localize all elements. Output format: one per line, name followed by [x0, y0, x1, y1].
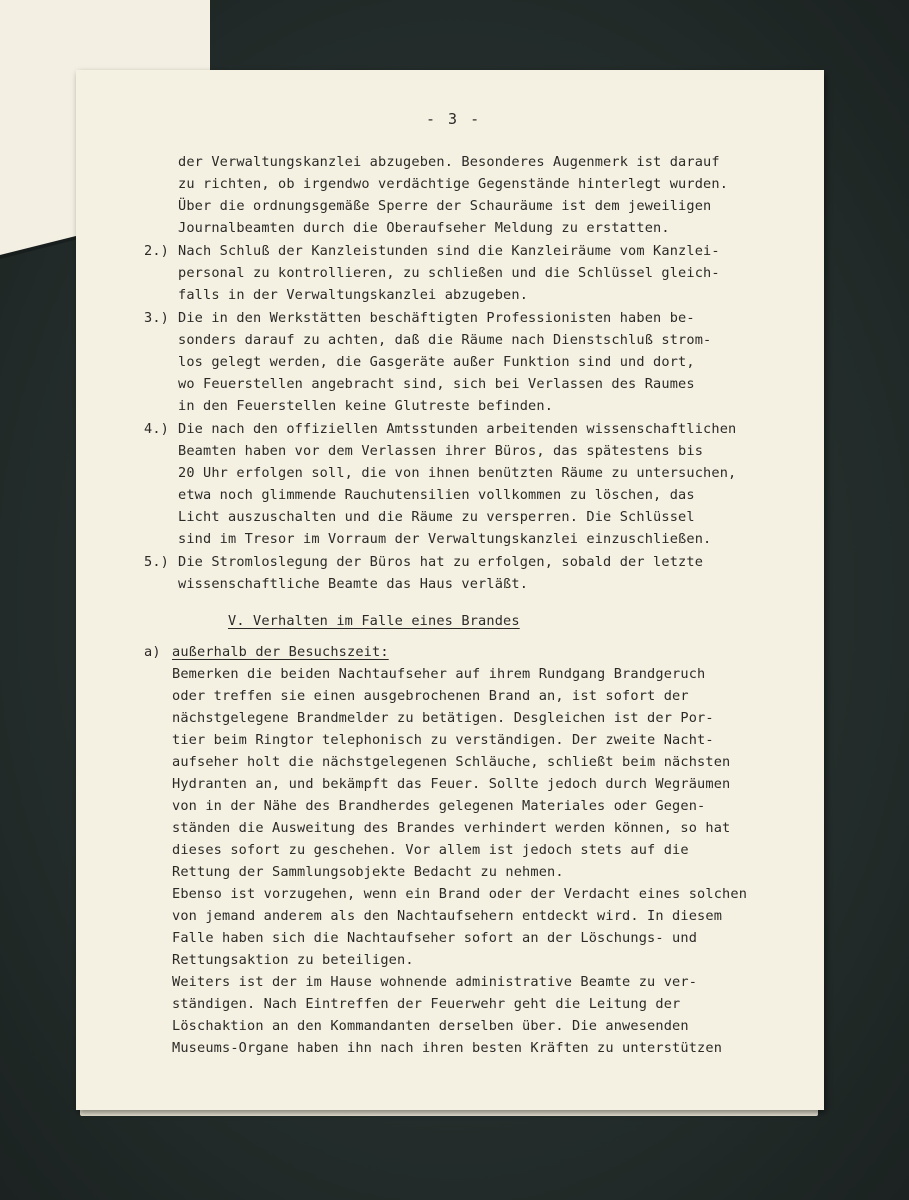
text-line: tier beim Ringtor telephonisch zu verständigen. Der zweite Nacht- — [172, 732, 714, 748]
text-line: dieses sofort zu geschehen. Vor allem ist jedoch stets auf die — [172, 842, 689, 858]
page-number: - 3 - — [426, 110, 482, 128]
text-line: Ebenso ist vorzugehen, wenn ein Brand oder der Verdacht eines solchen — [172, 886, 748, 902]
text-line: aufseher holt die nächstgelegenen Schläuche, schließt beim nächsten — [172, 754, 731, 770]
text-line: sind im Tresor im Vorraum der Verwaltungskanzlei einzuschließen. — [178, 531, 712, 547]
text-line: Rettung der Sammlungsobjekte Bedacht zu nehmen. — [172, 864, 564, 880]
subsection-marker: a) — [144, 644, 161, 660]
text-line: ständigen. Nach Eintreffen der Feuerwehr geht die Leitung der — [172, 996, 681, 1012]
text-line: sonders darauf zu achten, daß die Räume nach Dienstschluß strom- — [178, 332, 712, 348]
text-line: Journalbeamten durch die Oberaufseher Meldung zu erstatten. — [178, 220, 670, 236]
text-line: von jemand anderem als den Nachtaufsehern entdeckt wird. In diesem — [172, 908, 723, 924]
text-line: Nach Schluß der Kanzleistunden sind die Kanzleiräume vom Kanzlei- — [178, 243, 720, 259]
text-line: wissenschaftliche Beamte das Haus verläßt. — [178, 576, 529, 592]
text-line: Bemerken die beiden Nachtaufseher auf ihrem Rundgang Brandgeruch — [172, 666, 706, 682]
text-line: 20 Uhr erfolgen soll, die von ihnen benützten Räume zu untersuchen, — [178, 465, 737, 481]
text-line: nächstgelegene Brandmelder zu betätigen. Desgleichen ist der Por- — [172, 710, 714, 726]
section-heading: V. Verhalten im Falle eines Brandes — [228, 613, 520, 629]
text-line: zu richten, ob irgendwo verdächtige Gegenstände hinterlegt wurden. — [178, 176, 729, 192]
text-line: etwa noch glimmende Rauchutensilien vollkommen zu löschen, das — [178, 487, 695, 503]
text-line: wo Feuerstellen angebracht sind, sich bei Verlassen des Raumes — [178, 376, 695, 392]
text-line: falls in der Verwaltungskanzlei abzugeben. — [178, 287, 529, 303]
text-line: los gelegt werden, die Gasgeräte außer Funktion sind und dort, — [178, 354, 695, 370]
text-line: der Verwaltungskanzlei abzugeben. Besonderes Augenmerk ist darauf — [178, 154, 720, 170]
text-line: personal zu kontrollieren, zu schließen und die Schlüssel gleich- — [178, 265, 720, 281]
text-line: von in der Nähe des Brandherdes gelegenen Materiales oder Gegen- — [172, 798, 706, 814]
text-line: Licht auszuschalten und die Räume zu versperren. Die Schlüssel — [178, 509, 695, 525]
subsection-heading: außerhalb der Besuchszeit: — [172, 644, 389, 660]
list-marker: 5.) — [144, 554, 170, 570]
text-line: Über die ordnungsgemäße Sperre der Schauräume ist dem jeweiligen — [178, 198, 712, 214]
list-marker: 4.) — [144, 421, 170, 437]
text-line: ständen die Ausweitung des Brandes verhindert werden können, so hat — [172, 820, 731, 836]
text-line: Hydranten an, und bekämpft das Feuer. Sollte jedoch durch Wegräumen — [172, 776, 731, 792]
text-line: Die nach den offiziellen Amtsstunden arbeitenden wissenschaftlichen — [178, 421, 737, 437]
text-line: Weiters ist der im Hause wohnende administrative Beamte zu ver- — [172, 974, 698, 990]
text-line: Beamten haben vor dem Verlassen ihrer Büros, das spätestens bis — [178, 443, 704, 459]
text-line: oder treffen sie einen ausgebrochenen Brand an, ist sofort der — [172, 688, 689, 704]
text-line: Die Stromloslegung der Büros hat zu erfolgen, sobald der letzte — [178, 554, 704, 570]
text-line: Falle haben sich die Nachtaufseher sofort an der Löschungs- und — [172, 930, 698, 946]
typewritten-page — [76, 70, 824, 1110]
text-line: Die in den Werkstätten beschäftigten Professionisten haben be- — [178, 310, 695, 326]
list-marker: 2.) — [144, 243, 170, 259]
list-marker: 3.) — [144, 310, 170, 326]
text-line: in den Feuerstellen keine Glutreste befinden. — [178, 398, 554, 414]
text-line: Rettungsaktion zu beteiligen. — [172, 952, 414, 968]
text-line: Löschaktion an den Kommandanten derselben über. Die anwesenden — [172, 1018, 689, 1034]
text-line: Museums-Organe haben ihn nach ihren besten Kräften zu unterstützen — [172, 1040, 723, 1056]
